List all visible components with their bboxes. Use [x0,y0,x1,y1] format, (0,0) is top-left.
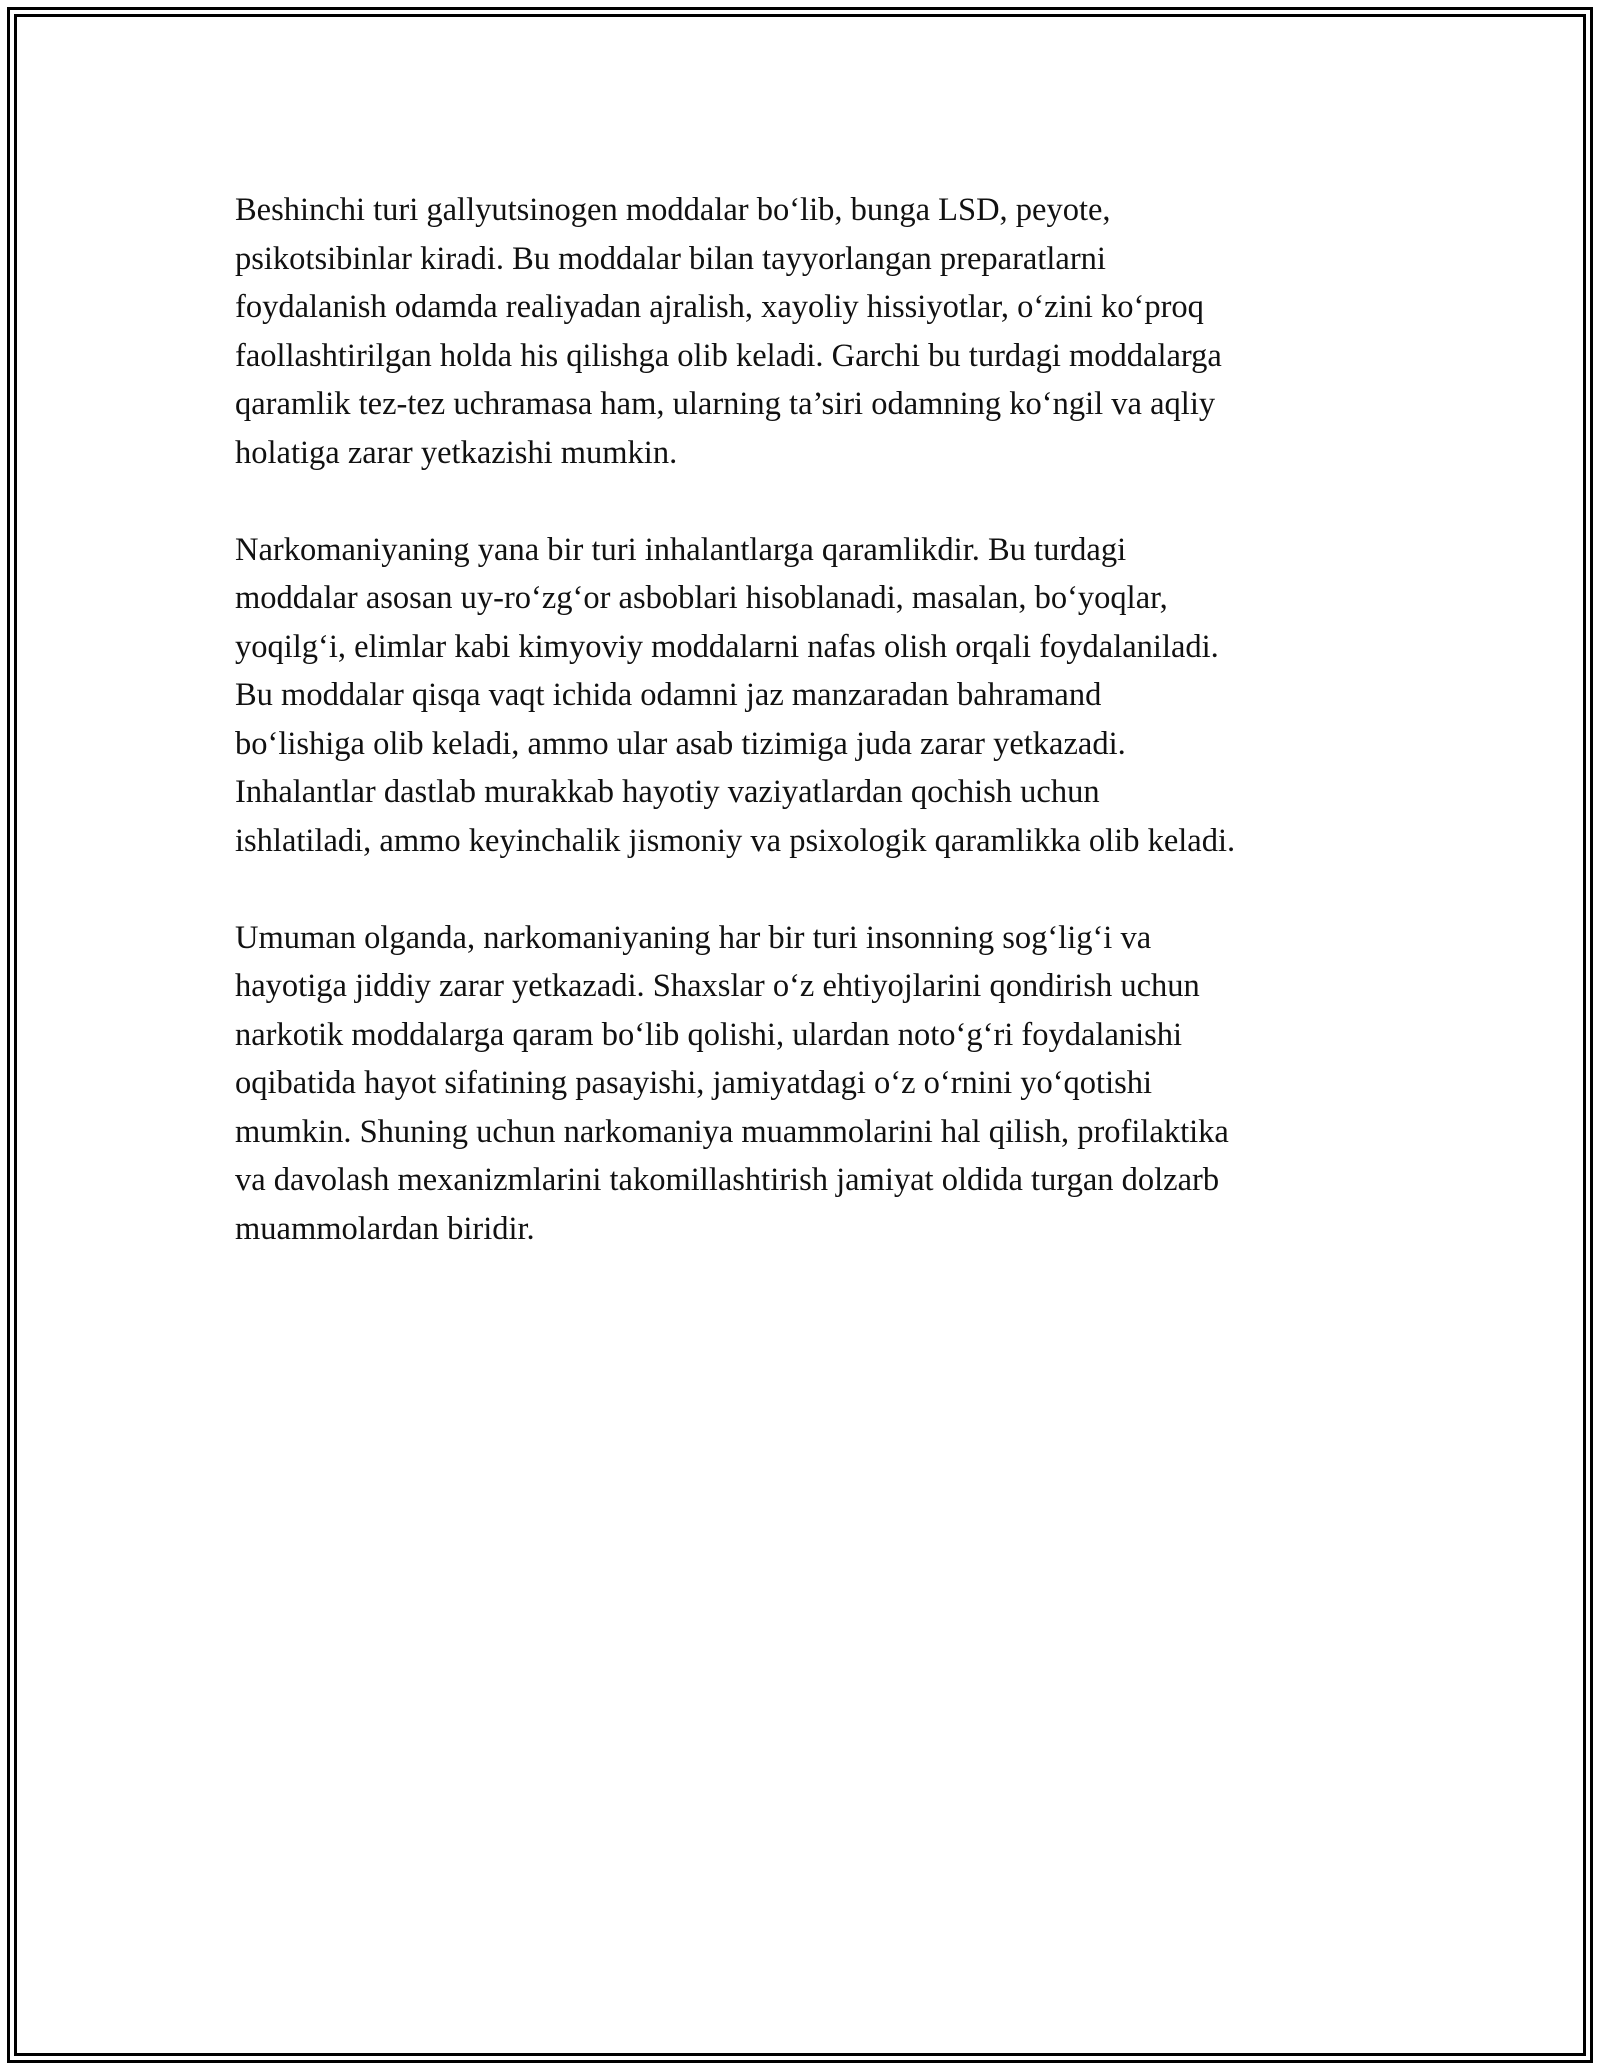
paragraph-conclusion [235,914,1395,1254]
text-line: Umuman olganda, narkomaniyaning har bir turi insonning sog‘lig‘i va [235,919,1152,956]
paragraph-inhalants [235,526,1395,866]
text-line: Narkomaniyaning yana bir turi inhalantlarga qaramlikdir. Bu turdagi [235,531,1127,568]
paragraph-hallucinogens [235,186,1395,477]
text-line: yoqilg‘i, elimlar kabi kimyoviy moddalarni nafas olish orqali foydalaniladi. [235,628,1219,665]
text-line: moddalar asosan uy-ro‘zg‘or asboblari hisoblanadi, masalan, bo‘yoqlar, [235,580,1168,616]
text-line: bo‘lishiga olib keladi, ammo ular asab tizimiga juda zarar yetkazadi. [235,725,1126,762]
text-line: faollashtirilgan holda his qilishga olib keladi. Garchi bu turdagi moddalarga [235,337,1222,374]
text-line: ishlatiladi, ammo keyinchalik jismoniy va psixologik qaramlikka olib keladi. [235,822,1236,859]
text-line: oqibatida hayot sifatining pasayishi, jamiyatdagi o‘z o‘rnini yo‘qotishi [235,1065,1153,1101]
text-line: va davolash mexanizmlarini takomillashtirish jamiyat oldida turgan dolzarb [235,1162,1220,1198]
text-line: Bu moddalar qisqa vaqt ichida odamni jaz manzaradan bahramand [235,677,1102,713]
text-line: qaramlik tez-tez uchramasa ham, ularning ta’siri odamning ko‘ngil va aqliy [235,386,1216,422]
text-line: hayotiga jiddiy zarar yetkazadi. Shaxslar o‘z ehtiyojlarini qondirish uchun [235,968,1200,1004]
text-line: Inhalantlar dastlab murakkab hayotiy vaziyatlardan qochish uchun [235,774,1100,810]
text-line: foydalanish odamda realiyadan ajralish, xayoliy hissiyotlar, o‘zini ko‘proq [235,289,1204,325]
text-line: mumkin. Shuning uchun narkomaniya muammolarini hal qilish, profilaktika [235,1113,1229,1150]
text-line: holatiga zarar yetkazishi mumkin. [235,434,678,471]
text-line: psikotsibinlar kiradi. Bu moddalar bilan tayyorlangan preparatlarni [235,240,1106,277]
text-line: Beshinchi turi gallyutsinogen moddalar bo‘lib, bunga LSD, peyote, [235,192,1111,228]
text-line: muammolardan biridir. [235,1210,535,1247]
text-line: narkotik moddalarga qaram bo‘lib qolishi, ulardan noto‘g‘ri foydalanishi [235,1016,1183,1053]
document-body [235,186,1395,1302]
